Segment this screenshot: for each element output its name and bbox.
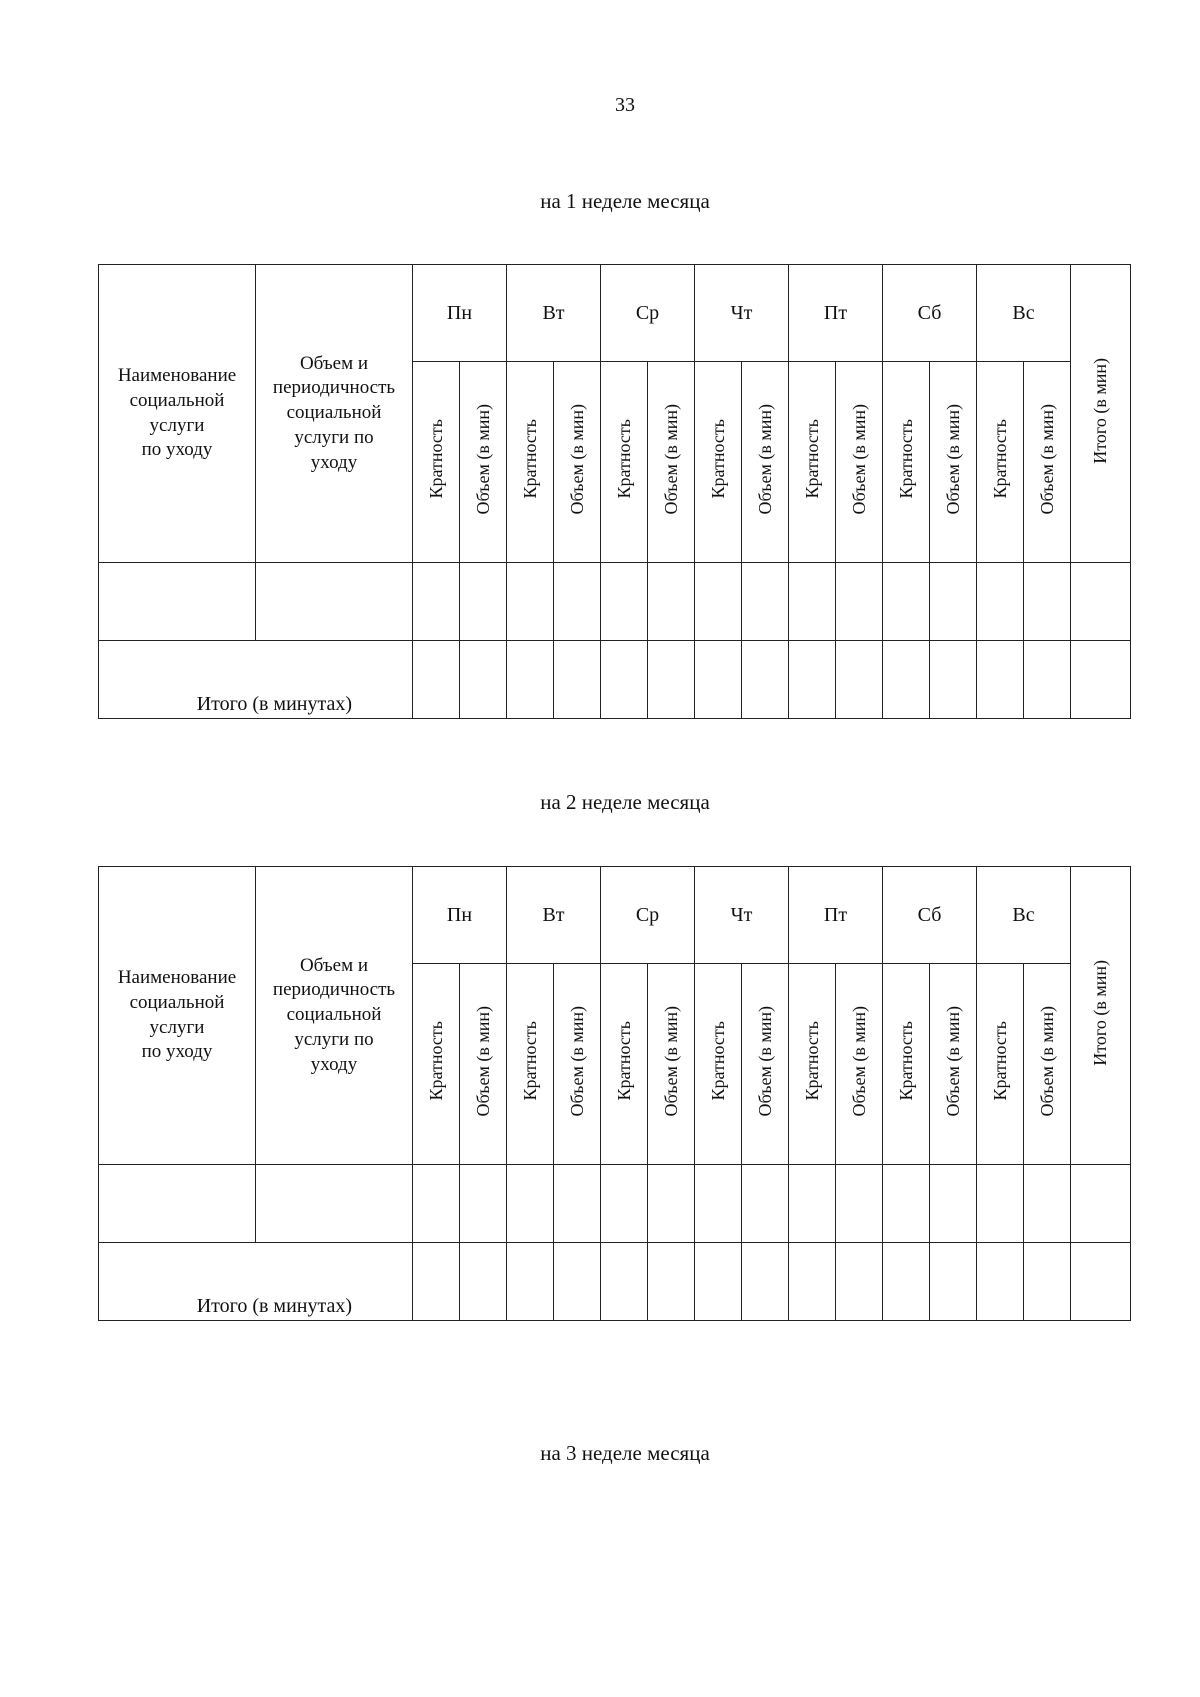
empty-cell: [695, 1165, 742, 1243]
empty-cell: [413, 1243, 460, 1321]
week-2-table: [98, 866, 1131, 1321]
empty-cell: [507, 1243, 554, 1321]
empty-cell: [648, 1243, 695, 1321]
empty-cell: [789, 1165, 836, 1243]
empty-cell: [507, 563, 554, 641]
day-header-fri: Пт: [789, 265, 883, 362]
volume-header: Объем (в мин): [742, 964, 789, 1165]
frequency-header: Кратность: [601, 964, 648, 1165]
volume-header: Объем (в мин): [460, 964, 507, 1165]
frequency-header: Кратность: [695, 964, 742, 1165]
volume-header: Объем (в мин): [648, 362, 695, 563]
empty-cell: [930, 1165, 977, 1243]
empty-cell: [413, 1165, 460, 1243]
table-row: [99, 563, 1131, 641]
empty-cell: [742, 1243, 789, 1321]
day-header-tue: Вт: [507, 867, 601, 964]
week-3-heading: на 3 неделе месяца: [540, 1441, 710, 1465]
frequency-header: Кратность: [883, 362, 930, 563]
empty-cell: [836, 1243, 883, 1321]
empty-cell: [1024, 563, 1071, 641]
service-name-header: Наименование социальной услуги по уходу: [99, 867, 256, 1165]
empty-cell: [1071, 1243, 1131, 1321]
frequency-header: Кратность: [601, 362, 648, 563]
empty-cell: [977, 563, 1024, 641]
empty-cell: [413, 641, 460, 719]
week-2-heading: на 2 неделе месяца: [540, 790, 710, 814]
empty-cell: [601, 641, 648, 719]
frequency-header: Кратность: [977, 964, 1024, 1165]
empty-cell: [883, 641, 930, 719]
frequency-header: Кратность: [695, 362, 742, 563]
empty-cell: [977, 641, 1024, 719]
volume-header: Объем (в мин): [836, 362, 883, 563]
empty-cell: [413, 563, 460, 641]
day-header-sat: Сб: [883, 265, 977, 362]
volume-header: Объем (в мин): [554, 964, 601, 1165]
empty-cell: [1024, 1243, 1071, 1321]
empty-cell: [742, 641, 789, 719]
day-header-thu: Чт: [695, 265, 789, 362]
volume-header: Объем (в мин): [460, 362, 507, 563]
frequency-header: Кратность: [883, 964, 930, 1165]
day-header-wed: Ср: [601, 265, 695, 362]
empty-cell: [930, 641, 977, 719]
empty-cell: [836, 563, 883, 641]
empty-cell: [99, 563, 256, 641]
volume-header: Объем (в мин): [742, 362, 789, 563]
empty-cell: [507, 1165, 554, 1243]
empty-cell: [836, 641, 883, 719]
volume-header: Объем (в мин): [930, 964, 977, 1165]
frequency-header: Кратность: [413, 362, 460, 563]
empty-cell: [742, 563, 789, 641]
frequency-header: Кратность: [507, 362, 554, 563]
empty-cell: [836, 1165, 883, 1243]
empty-cell: [460, 563, 507, 641]
volume-header: Объем (в мин): [1024, 964, 1071, 1165]
page-number: 33: [615, 94, 635, 116]
total-minutes-header: Итого (в мин): [1071, 867, 1131, 1165]
empty-cell: [883, 1243, 930, 1321]
day-header-sun: Вс: [977, 265, 1071, 362]
frequency-header: Кратность: [789, 362, 836, 563]
empty-cell: [789, 641, 836, 719]
empty-cell: [554, 1243, 601, 1321]
total-row: [99, 1243, 1131, 1321]
empty-cell: [99, 1165, 256, 1243]
empty-cell: [601, 563, 648, 641]
total-row: [99, 641, 1131, 719]
empty-cell: [883, 1165, 930, 1243]
day-header-wed: Ср: [601, 867, 695, 964]
empty-cell: [601, 1243, 648, 1321]
week-1-heading: на 1 неделе месяца: [540, 189, 710, 213]
empty-cell: [1024, 641, 1071, 719]
empty-cell: [648, 1165, 695, 1243]
day-header-mon: Пн: [413, 265, 507, 362]
empty-cell: [554, 563, 601, 641]
empty-cell: [460, 1243, 507, 1321]
empty-cell: [1071, 1165, 1131, 1243]
week-1-table: [98, 264, 1131, 719]
frequency-header: Кратность: [507, 964, 554, 1165]
empty-cell: [648, 563, 695, 641]
volume-header: Объем (в мин): [648, 964, 695, 1165]
empty-cell: [930, 1243, 977, 1321]
empty-cell: [460, 641, 507, 719]
empty-cell: [695, 1243, 742, 1321]
empty-cell: [256, 1165, 413, 1243]
empty-cell: [977, 1165, 1024, 1243]
day-header-thu: Чт: [695, 867, 789, 964]
volume-header: Объем (в мин): [1024, 362, 1071, 563]
volume-period-header: Объем и периодичность социальной услуги по уходу: [256, 265, 413, 563]
frequency-header: Кратность: [413, 964, 460, 1165]
total-minutes-header: Итого (в мин): [1071, 265, 1131, 563]
empty-cell: [507, 641, 554, 719]
empty-cell: [1071, 563, 1131, 641]
empty-cell: [554, 641, 601, 719]
day-header-tue: Вт: [507, 265, 601, 362]
day-header-sat: Сб: [883, 867, 977, 964]
empty-cell: [554, 1165, 601, 1243]
volume-header: Объем (в мин): [930, 362, 977, 563]
volume-header: Объем (в мин): [554, 362, 601, 563]
empty-cell: [930, 563, 977, 641]
empty-cell: [789, 1243, 836, 1321]
total-row-label: Итого (в минутах): [99, 641, 413, 719]
empty-cell: [256, 563, 413, 641]
day-header-fri: Пт: [789, 867, 883, 964]
empty-cell: [601, 1165, 648, 1243]
empty-cell: [977, 1243, 1024, 1321]
empty-cell: [460, 1165, 507, 1243]
volume-header: Объем (в мин): [836, 964, 883, 1165]
frequency-header: Кратность: [977, 362, 1024, 563]
total-row-label: Итого (в минутах): [99, 1243, 413, 1321]
volume-period-header: Объем и периодичность социальной услуги по уходу: [256, 867, 413, 1165]
empty-cell: [695, 563, 742, 641]
service-name-header: Наименование социальной услуги по уходу: [99, 265, 256, 563]
empty-cell: [789, 563, 836, 641]
day-header-sun: Вс: [977, 867, 1071, 964]
empty-cell: [742, 1165, 789, 1243]
empty-cell: [1024, 1165, 1071, 1243]
table-row: [99, 1165, 1131, 1243]
empty-cell: [883, 563, 930, 641]
empty-cell: [648, 641, 695, 719]
empty-cell: [695, 641, 742, 719]
day-header-mon: Пн: [413, 867, 507, 964]
frequency-header: Кратность: [789, 964, 836, 1165]
empty-cell: [1071, 641, 1131, 719]
